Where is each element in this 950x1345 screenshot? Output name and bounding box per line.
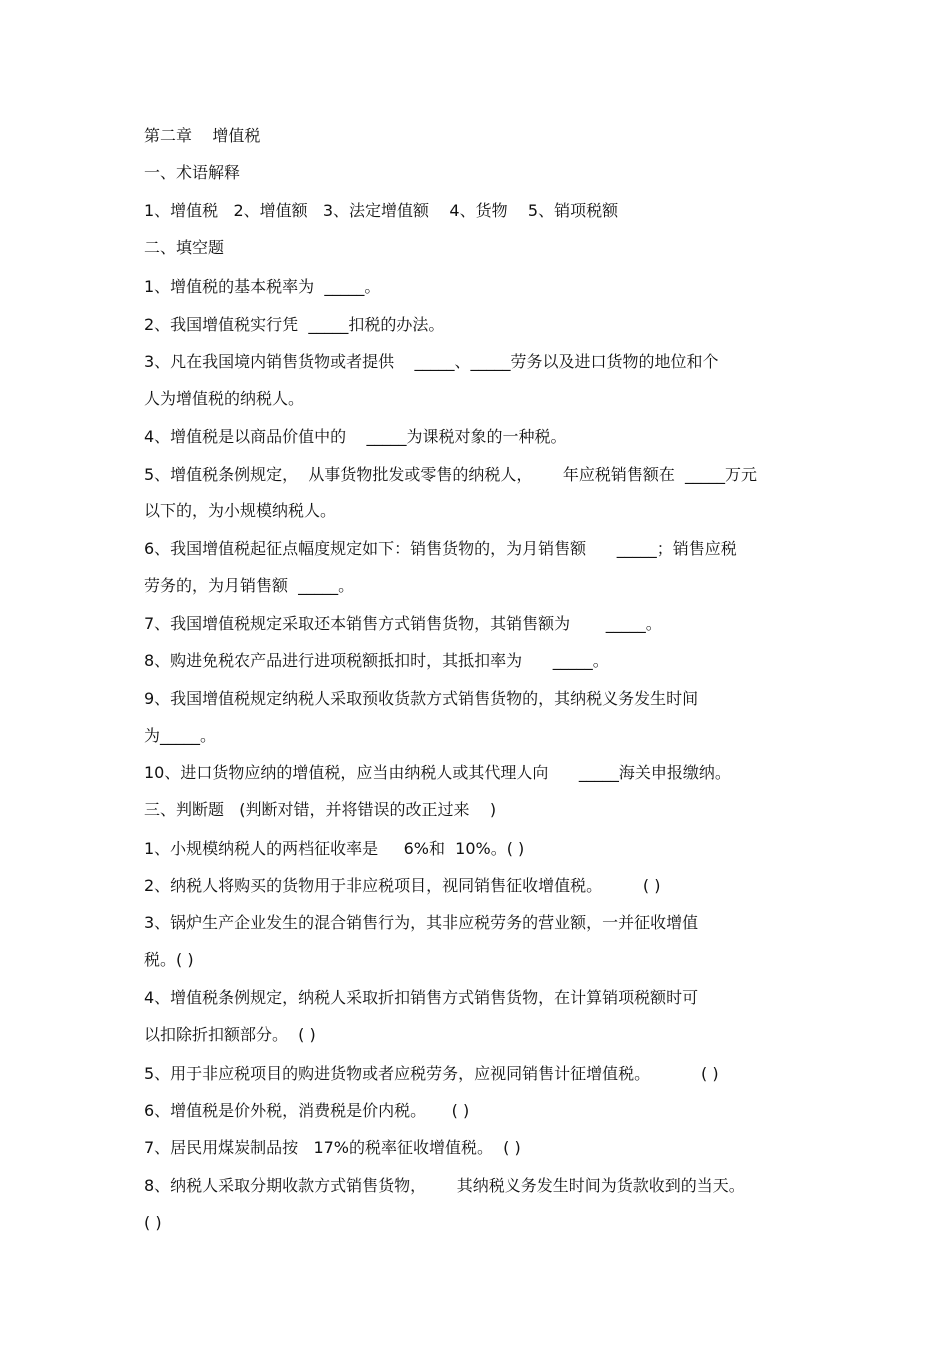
fill-question-1: 1、增值税的基本税率为 _____。 [144,277,381,296]
fill-question-10: 10、进口货物应纳的增值税，应当由纳税人或其代理人向 _____海关申报缴纳。 [144,763,731,782]
section-heading-fill-in: 二、填空题 [144,238,225,257]
judge-question-2: 2、纳税人将购买的货物用于非应税项目，视同销售征收增值税。 ( ) [144,876,661,895]
fill-question-9-line2: 为_____。 [144,726,217,745]
fill-question-5-line1: 5、增值税条例规定， 从事货物批发或零售的纳税人， 年应税销售额在 _____万元 [144,465,758,484]
judge-question-4-line1: 4、增值税条例规定，纳税人采取折扣销售方式销售货物，在计算销项税额时可 [144,988,699,1007]
judge-question-3-line2: 税。( ) [144,950,194,969]
judge-question-7: 7、居民用煤炭制品按 17%的税率征收增值税。 ( ) [144,1138,521,1157]
judge-question-4-line2: 以扣除折扣额部分。 ( ) [144,1025,316,1044]
judge-question-6: 6、增值税是价外税，消费税是价内税。 ( ) [144,1101,470,1120]
fill-question-5-line2: 以下的，为小规模纳税人。 [144,501,337,520]
judge-question-5: 5、用于非应税项目的购进货物或者应税劳务，应视同销售计征增值税。 ( ) [144,1064,719,1083]
fill-question-2: 2、我国增值税实行凭 _____扣税的办法。 [144,315,445,334]
fill-question-6-line2: 劳务的，为月销售额 _____。 [144,576,355,595]
fill-question-3-line2: 人为增值税的纳税人。 [144,389,305,408]
judge-question-1: 1、小规模纳税人的两档征收率是 6%和 10%。( ) [144,839,525,858]
judge-question-3-line1: 3、锅炉生产企业发生的混合销售行为，其非应税劳务的营业额，一并征收增值 [144,913,699,932]
chapter-title: 第二章 增值税 [144,126,261,145]
fill-question-7: 7、我国增值税规定采取还本销售方式销售货物，其销售额为 _____。 [144,614,662,633]
fill-question-4: 4、增值税是以商品价值中的 _____为课税对象的一种税。 [144,427,567,446]
section-heading-terms: 一、术语解释 [144,163,241,182]
section-heading-true-false: 三、判断题 (判断对错，并将错误的改正过来 ) [144,800,497,819]
fill-question-9-line1: 9、我国增值税规定纳税人采取预收货款方式销售货物的，其纳税义务发生时间 [144,689,699,708]
terms-list: 1、增值税 2、增值额 3、法定增值额 4、货物 5、销项税额 [144,201,619,220]
fill-question-6-line1: 6、我国增值税起征点幅度规定如下：销售货物的，为月销售额 _____；销售应税 [144,539,737,558]
fill-question-8: 8、购进免税农产品进行进项税额抵扣时，其抵扣率为 _____。 [144,651,609,670]
fill-question-3-line1: 3、凡在我国境内销售货物或者提供 _____、_____劳务以及进口货物的地位和个 [144,352,719,371]
judge-question-8-line1: 8、纳税人采取分期收款方式销售货物， 其纳税义务发生时间为货款收到的当天。 [144,1176,745,1195]
judge-question-8-line2: ( ) [144,1213,162,1232]
